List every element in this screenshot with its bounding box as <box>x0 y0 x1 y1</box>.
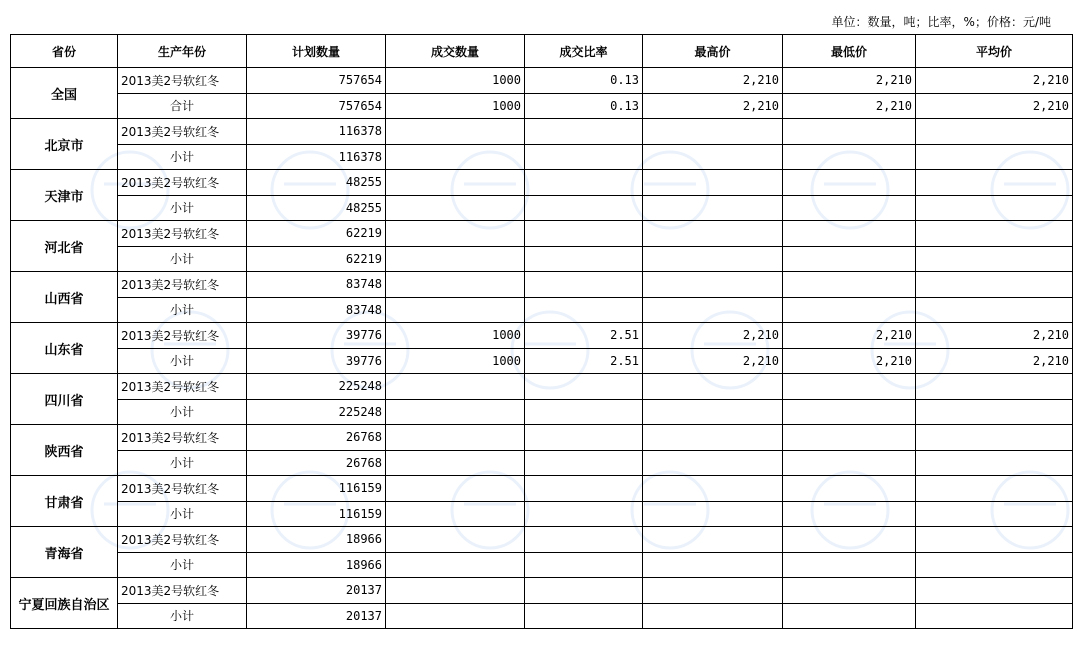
cell-highest-price <box>643 399 783 425</box>
cell-production-year: 2013美2号软红冬 <box>118 119 247 145</box>
cell-production-year: 2013美2号软红冬 <box>118 170 247 196</box>
header-average-price: 平均价 <box>916 35 1073 68</box>
cell-trade-ratio <box>525 603 643 629</box>
cell-traded-quantity <box>386 425 525 451</box>
cell-planned-quantity: 116159 <box>247 476 386 502</box>
cell-average-price <box>916 603 1073 629</box>
cell-production-year: 小计 <box>118 246 247 272</box>
header-highest-price: 最高价 <box>643 35 783 68</box>
cell-production-year: 2013美2号软红冬 <box>118 374 247 400</box>
cell-planned-quantity: 39776 <box>247 323 386 349</box>
header-province: 省份 <box>11 35 118 68</box>
cell-lowest-price <box>783 527 916 553</box>
cell-planned-quantity: 83748 <box>247 297 386 323</box>
cell-production-year: 小计 <box>118 195 247 221</box>
cell-traded-quantity <box>386 552 525 578</box>
cell-planned-quantity: 18966 <box>247 527 386 553</box>
cell-lowest-price: 2,210 <box>783 323 916 349</box>
cell-average-price <box>916 450 1073 476</box>
trade-result-table <box>10 34 1073 629</box>
cell-highest-price <box>643 578 783 604</box>
table-row <box>11 272 1073 298</box>
cell-average-price <box>916 374 1073 400</box>
cell-production-year: 小计 <box>118 501 247 527</box>
cell-production-year: 小计 <box>118 348 247 374</box>
cell-trade-ratio <box>525 425 643 451</box>
cell-highest-price <box>643 552 783 578</box>
cell-trade-ratio: 2.51 <box>525 348 643 374</box>
cell-production-year: 小计 <box>118 399 247 425</box>
cell-trade-ratio: 0.13 <box>525 68 643 94</box>
cell-province: 全国 <box>11 68 118 119</box>
table-row <box>11 323 1073 349</box>
cell-planned-quantity: 116159 <box>247 501 386 527</box>
cell-production-year: 2013美2号软红冬 <box>118 425 247 451</box>
cell-highest-price <box>643 501 783 527</box>
cell-planned-quantity: 757654 <box>247 93 386 119</box>
cell-traded-quantity: 1000 <box>386 68 525 94</box>
cell-highest-price: 2,210 <box>643 68 783 94</box>
cell-highest-price <box>643 425 783 451</box>
cell-production-year: 2013美2号软红冬 <box>118 68 247 94</box>
table-row <box>11 501 1073 527</box>
cell-highest-price <box>643 374 783 400</box>
cell-trade-ratio <box>525 170 643 196</box>
cell-traded-quantity <box>386 297 525 323</box>
cell-planned-quantity: 116378 <box>247 144 386 170</box>
cell-planned-quantity: 62219 <box>247 221 386 247</box>
cell-lowest-price <box>783 144 916 170</box>
cell-traded-quantity <box>386 144 525 170</box>
cell-lowest-price <box>783 578 916 604</box>
cell-province: 河北省 <box>11 221 118 272</box>
table-row <box>11 578 1073 604</box>
cell-highest-price <box>643 450 783 476</box>
cell-traded-quantity <box>386 374 525 400</box>
cell-lowest-price <box>783 246 916 272</box>
cell-highest-price <box>643 246 783 272</box>
cell-highest-price: 2,210 <box>643 348 783 374</box>
cell-traded-quantity <box>386 527 525 553</box>
cell-province: 四川省 <box>11 374 118 425</box>
cell-trade-ratio <box>525 246 643 272</box>
cell-traded-quantity <box>386 272 525 298</box>
cell-average-price <box>916 578 1073 604</box>
table-row <box>11 527 1073 553</box>
cell-traded-quantity <box>386 450 525 476</box>
cell-average-price <box>916 501 1073 527</box>
cell-traded-quantity <box>386 170 525 196</box>
cell-highest-price <box>643 272 783 298</box>
cell-average-price <box>916 144 1073 170</box>
cell-planned-quantity: 48255 <box>247 170 386 196</box>
cell-lowest-price: 2,210 <box>783 348 916 374</box>
cell-trade-ratio <box>525 195 643 221</box>
cell-highest-price: 2,210 <box>643 93 783 119</box>
cell-lowest-price <box>783 170 916 196</box>
cell-trade-ratio: 0.13 <box>525 93 643 119</box>
table-row <box>11 93 1073 119</box>
table-row <box>11 348 1073 374</box>
table-row <box>11 170 1073 196</box>
table-row <box>11 68 1073 94</box>
cell-average-price <box>916 399 1073 425</box>
cell-planned-quantity: 757654 <box>247 68 386 94</box>
cell-highest-price <box>643 119 783 145</box>
cell-planned-quantity: 26768 <box>247 450 386 476</box>
cell-average-price: 2,210 <box>916 348 1073 374</box>
cell-planned-quantity: 20137 <box>247 603 386 629</box>
cell-traded-quantity <box>386 195 525 221</box>
header-traded-quantity: 成交数量 <box>386 35 525 68</box>
cell-trade-ratio <box>525 399 643 425</box>
cell-traded-quantity: 1000 <box>386 93 525 119</box>
cell-province: 青海省 <box>11 527 118 578</box>
header-trade-ratio: 成交比率 <box>525 35 643 68</box>
cell-average-price <box>916 425 1073 451</box>
cell-highest-price <box>643 476 783 502</box>
unit-note: 单位：数量，吨；比率，%；价格：元/吨 <box>831 15 1051 29</box>
table-row <box>11 399 1073 425</box>
cell-planned-quantity: 116378 <box>247 119 386 145</box>
cell-production-year: 2013美2号软红冬 <box>118 272 247 298</box>
cell-average-price <box>916 170 1073 196</box>
cell-planned-quantity: 20137 <box>247 578 386 604</box>
header-lowest-price: 最低价 <box>783 35 916 68</box>
cell-average-price: 2,210 <box>916 323 1073 349</box>
cell-lowest-price <box>783 195 916 221</box>
cell-traded-quantity <box>386 246 525 272</box>
cell-production-year: 2013美2号软红冬 <box>118 578 247 604</box>
cell-traded-quantity <box>386 578 525 604</box>
cell-production-year: 小计 <box>118 552 247 578</box>
cell-province: 北京市 <box>11 119 118 170</box>
cell-province: 山西省 <box>11 272 118 323</box>
header-row <box>11 35 1073 68</box>
cell-lowest-price <box>783 399 916 425</box>
table-row <box>11 552 1073 578</box>
cell-trade-ratio <box>525 119 643 145</box>
cell-traded-quantity <box>386 603 525 629</box>
cell-traded-quantity <box>386 399 525 425</box>
table-row <box>11 603 1073 629</box>
cell-province: 甘肃省 <box>11 476 118 527</box>
cell-lowest-price <box>783 425 916 451</box>
table-row <box>11 246 1073 272</box>
cell-average-price <box>916 246 1073 272</box>
cell-average-price <box>916 221 1073 247</box>
table-row <box>11 476 1073 502</box>
cell-trade-ratio <box>525 450 643 476</box>
table-body <box>11 68 1073 629</box>
cell-trade-ratio: 2.51 <box>525 323 643 349</box>
cell-average-price: 2,210 <box>916 68 1073 94</box>
cell-production-year: 小计 <box>118 144 247 170</box>
cell-lowest-price <box>783 297 916 323</box>
cell-production-year: 小计 <box>118 450 247 476</box>
cell-production-year: 2013美2号软红冬 <box>118 323 247 349</box>
cell-average-price <box>916 527 1073 553</box>
cell-average-price <box>916 272 1073 298</box>
cell-trade-ratio <box>525 297 643 323</box>
cell-traded-quantity <box>386 119 525 145</box>
cell-highest-price <box>643 170 783 196</box>
cell-planned-quantity: 225248 <box>247 374 386 400</box>
cell-lowest-price <box>783 374 916 400</box>
table-row <box>11 374 1073 400</box>
cell-planned-quantity: 225248 <box>247 399 386 425</box>
cell-trade-ratio <box>525 552 643 578</box>
cell-production-year: 2013美2号软红冬 <box>118 476 247 502</box>
table-row <box>11 425 1073 451</box>
cell-production-year: 小计 <box>118 603 247 629</box>
cell-trade-ratio <box>525 578 643 604</box>
cell-highest-price <box>643 297 783 323</box>
cell-average-price <box>916 119 1073 145</box>
table-row <box>11 119 1073 145</box>
cell-lowest-price <box>783 272 916 298</box>
cell-lowest-price <box>783 450 916 476</box>
cell-trade-ratio <box>525 501 643 527</box>
cell-average-price <box>916 195 1073 221</box>
header-production-year: 生产年份 <box>118 35 247 68</box>
cell-traded-quantity <box>386 501 525 527</box>
table-row <box>11 221 1073 247</box>
cell-traded-quantity <box>386 476 525 502</box>
cell-highest-price: 2,210 <box>643 323 783 349</box>
cell-planned-quantity: 39776 <box>247 348 386 374</box>
cell-highest-price <box>643 195 783 221</box>
cell-lowest-price <box>783 221 916 247</box>
cell-highest-price <box>643 221 783 247</box>
cell-average-price: 2,210 <box>916 93 1073 119</box>
cell-traded-quantity: 1000 <box>386 323 525 349</box>
cell-trade-ratio <box>525 476 643 502</box>
cell-planned-quantity: 18966 <box>247 552 386 578</box>
cell-traded-quantity <box>386 221 525 247</box>
cell-lowest-price: 2,210 <box>783 93 916 119</box>
cell-planned-quantity: 83748 <box>247 272 386 298</box>
cell-province: 山东省 <box>11 323 118 374</box>
table-row <box>11 195 1073 221</box>
cell-traded-quantity: 1000 <box>386 348 525 374</box>
cell-trade-ratio <box>525 374 643 400</box>
cell-highest-price <box>643 144 783 170</box>
header-planned-quantity: 计划数量 <box>247 35 386 68</box>
cell-planned-quantity: 48255 <box>247 195 386 221</box>
cell-production-year: 2013美2号软红冬 <box>118 527 247 553</box>
cell-trade-ratio <box>525 527 643 553</box>
cell-average-price <box>916 297 1073 323</box>
cell-trade-ratio <box>525 221 643 247</box>
cell-lowest-price <box>783 501 916 527</box>
cell-lowest-price <box>783 476 916 502</box>
cell-planned-quantity: 62219 <box>247 246 386 272</box>
cell-highest-price <box>643 603 783 629</box>
cell-production-year: 2013美2号软红冬 <box>118 221 247 247</box>
cell-trade-ratio <box>525 272 643 298</box>
cell-highest-price <box>643 527 783 553</box>
cell-average-price <box>916 552 1073 578</box>
cell-lowest-price <box>783 119 916 145</box>
cell-lowest-price <box>783 552 916 578</box>
cell-production-year: 小计 <box>118 297 247 323</box>
cell-lowest-price <box>783 603 916 629</box>
cell-province: 天津市 <box>11 170 118 221</box>
cell-lowest-price: 2,210 <box>783 68 916 94</box>
cell-province: 陕西省 <box>11 425 118 476</box>
cell-trade-ratio <box>525 144 643 170</box>
table-row <box>11 450 1073 476</box>
cell-planned-quantity: 26768 <box>247 425 386 451</box>
cell-province: 宁夏回族自治区 <box>11 578 118 629</box>
table-row <box>11 144 1073 170</box>
cell-average-price <box>916 476 1073 502</box>
cell-production-year: 合计 <box>118 93 247 119</box>
table-row <box>11 297 1073 323</box>
